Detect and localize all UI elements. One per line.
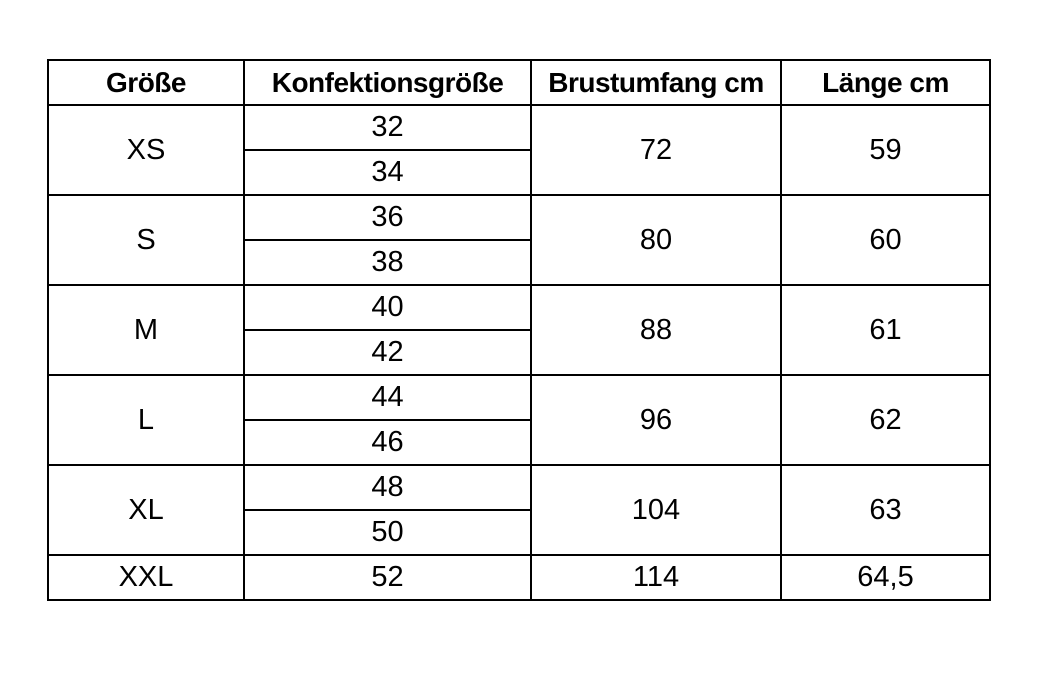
brust-cell: 72 [531,105,781,195]
header-row [48,60,990,105]
konfektion-cell: 34 [244,150,531,195]
table-row [48,375,990,420]
konfektion-cell: 44 [244,375,531,420]
table-row [48,195,990,240]
konfektion-cell: 46 [244,420,531,465]
table-row [48,465,990,510]
header-konfektionsgroesse: Konfektionsgröße [244,60,531,105]
size-chart-table [47,59,991,601]
size-cell: XL [48,465,244,555]
laenge-cell: 60 [781,195,990,285]
header-brustumfang: Brustumfang cm [531,60,781,105]
brust-cell: 88 [531,285,781,375]
size-cell: L [48,375,244,465]
size-cell: XS [48,105,244,195]
size-cell: S [48,195,244,285]
konfektion-cell: 40 [244,285,531,330]
laenge-cell: 62 [781,375,990,465]
brust-cell: 104 [531,465,781,555]
brust-cell: 80 [531,195,781,285]
konfektion-cell: 38 [244,240,531,285]
table-row [48,105,990,150]
laenge-cell: 59 [781,105,990,195]
konfektion-cell: 52 [244,555,531,600]
brust-cell: 96 [531,375,781,465]
header-laenge: Länge cm [781,60,990,105]
brust-cell: 114 [531,555,781,600]
table-row [48,555,990,600]
size-cell: M [48,285,244,375]
konfektion-cell: 42 [244,330,531,375]
konfektion-cell: 48 [244,465,531,510]
konfektion-cell: 32 [244,105,531,150]
konfektion-cell: 36 [244,195,531,240]
header-groesse: Größe [48,60,244,105]
laenge-cell: 64,5 [781,555,990,600]
konfektion-cell: 50 [244,510,531,555]
laenge-cell: 61 [781,285,990,375]
table-row [48,285,990,330]
laenge-cell: 63 [781,465,990,555]
size-cell: XXL [48,555,244,600]
